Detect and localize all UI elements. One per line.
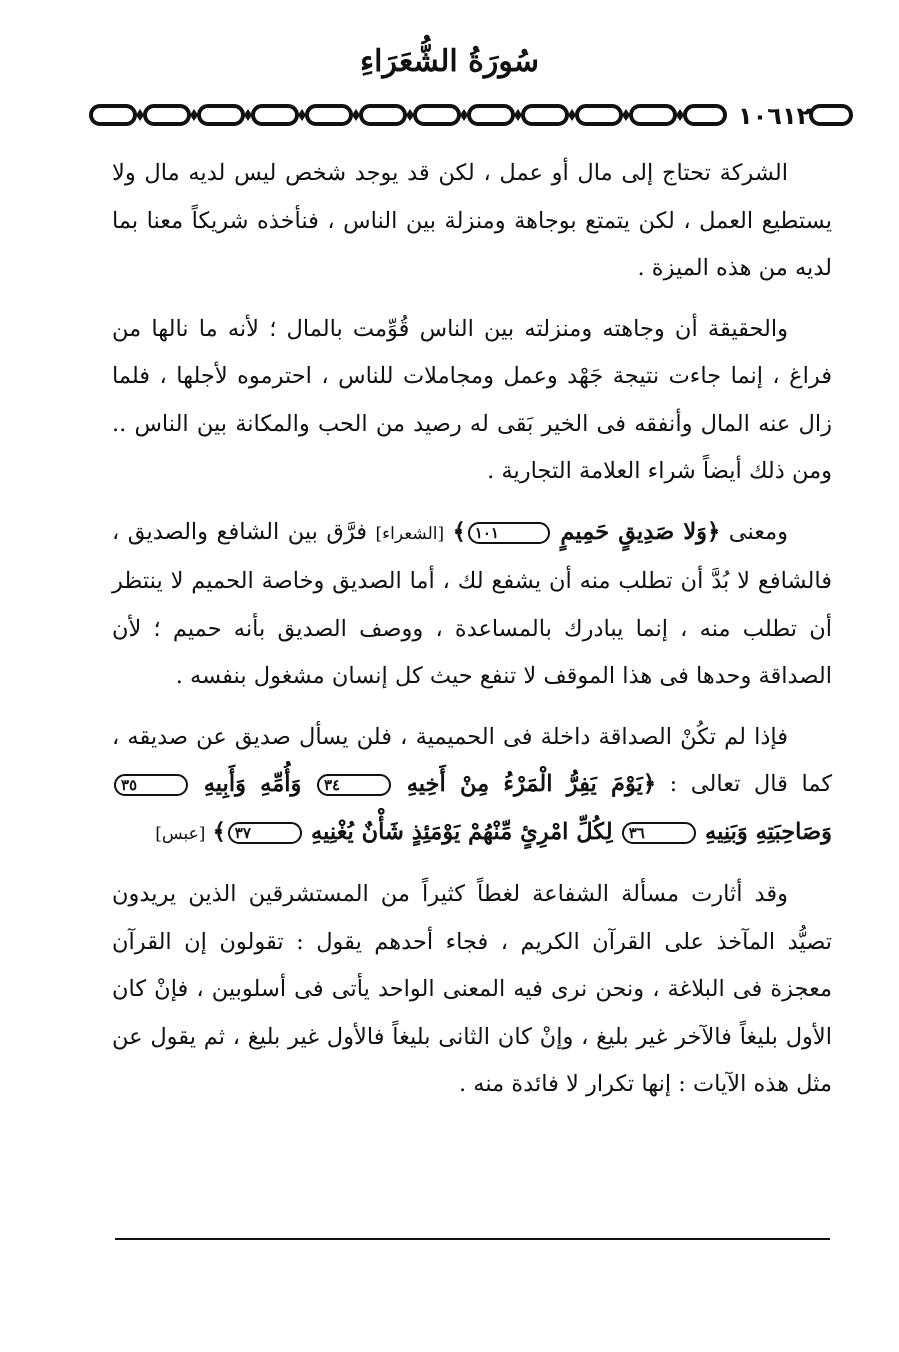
- verse-close-bracket: ﴾: [452, 518, 466, 545]
- page-body: [112, 150, 832, 1122]
- quran-verse: لِكُلِّ امْرِئٍ مِّنْهُمْ يَوْمَئِذٍ شَأْنٌ يُغْنِيهِ: [311, 818, 613, 845]
- sura-reference: [الشعراء]: [375, 523, 445, 544]
- verse-number-badge: ١٠١: [468, 522, 550, 544]
- verse-close-bracket: ﴾: [212, 818, 226, 845]
- page-title: سُورَةُ الشُّعَرَاءِ: [360, 44, 539, 79]
- quran-verse: يَوْمَ يَفِرُّ الْمَرْءُ مِنْ أَخِيهِ: [406, 771, 643, 797]
- paragraph-3-text: فرَّق بين الشافع والصديق ، فالشافع لا بُدَّ أن تطلب منه أن يشفع لك ، أما الصديق وخاصة الحميم لا ينتظر أن تطلب منه ، إنما يبادرك بالمساعدة ، ووصف الصديق بأنه حميم ؛ لأن الصداقة وحدها فى هذا الموقف لا تنفع حيث كل إنسان مشغول بنفسه .: [112, 518, 832, 689]
- quran-verse: وَلا صَدِيقٍ حَمِيمٍ: [560, 518, 708, 545]
- sura-reference: [عبس]: [155, 823, 206, 844]
- paragraph-3-lead: ومعنى: [728, 518, 789, 545]
- verse-number-badge: ٣٧: [228, 822, 302, 844]
- verse-number-badge: ٣٤: [317, 774, 391, 796]
- footer-rule: [115, 1238, 830, 1240]
- verse-open-bracket: ﴿: [707, 518, 721, 545]
- paragraph-4: [112, 714, 832, 859]
- paragraph-4-lead: فإذا لم تكُنْ الصداقة داخلة فى الحميمية ، فلن يسأل صديق عن صديقه ، كما قال تعالى :: [112, 723, 833, 797]
- paragraph-3: [112, 509, 832, 701]
- header-ornament-endcap: [808, 100, 854, 130]
- paragraph-5: وقد أثارت مسألة الشفاعة لغطاً كثيراً من المستشرقين الذين يريدون تصيُّد المآخذ على القرآن الكريم ، فجاء أحدهم يقول : تقولون إن القرآن معجزة فى البلاغة ، ونحن نرى فيه المعنى الواحد يأتى فى أسلوبين ، فإنْ كان الأول بليغاً فالآخر غير بليغ ، وإنْ كان الثانى بليغاً فالأول غير بليغ ، ثم يقول عن مثل هذه الآيات : إنها تكرار لا فائدة منه .: [112, 881, 832, 1097]
- quran-verse: وَصَاحِبَتِهِ وَبَنِيهِ: [705, 818, 832, 845]
- verse-number-badge: ٣٦: [622, 822, 696, 844]
- verse-open-bracket: ﴿: [642, 771, 657, 797]
- quran-verse: وَأُمِّهِ وَأَبِيهِ: [203, 771, 302, 797]
- verse-number-badge: ٣٥: [114, 774, 188, 796]
- header-ornament-border: [88, 100, 728, 130]
- paragraph-2: والحقيقة أن وجاهته ومنزلته بين الناس قُوِّمت بالمال ؛ لأنه ما نالها من فراغ ، إنما جاءت نتيجة جَهْد وعمل ومجاملات للناس ، احترموه لأجلها ، فلما زال عنه المال وأنفقه فى الخير بَقى له رصيد من الحب والمكانة بين الناس .. ومن ذلك أيضاً شراء العلامة التجارية .: [112, 315, 832, 484]
- page-number: ١٠٦١٢: [738, 102, 812, 130]
- paragraph-1: الشركة تحتاج إلى مال أو عمل ، لكن قد يوجد شخص ليس لديه مال ولا يستطيع العمل ، لكن يتمتع بوجاهة ومنزلة بين الناس ، فنأخذه شريكاً معنا بما لديه من هذه الميزة .: [112, 160, 832, 281]
